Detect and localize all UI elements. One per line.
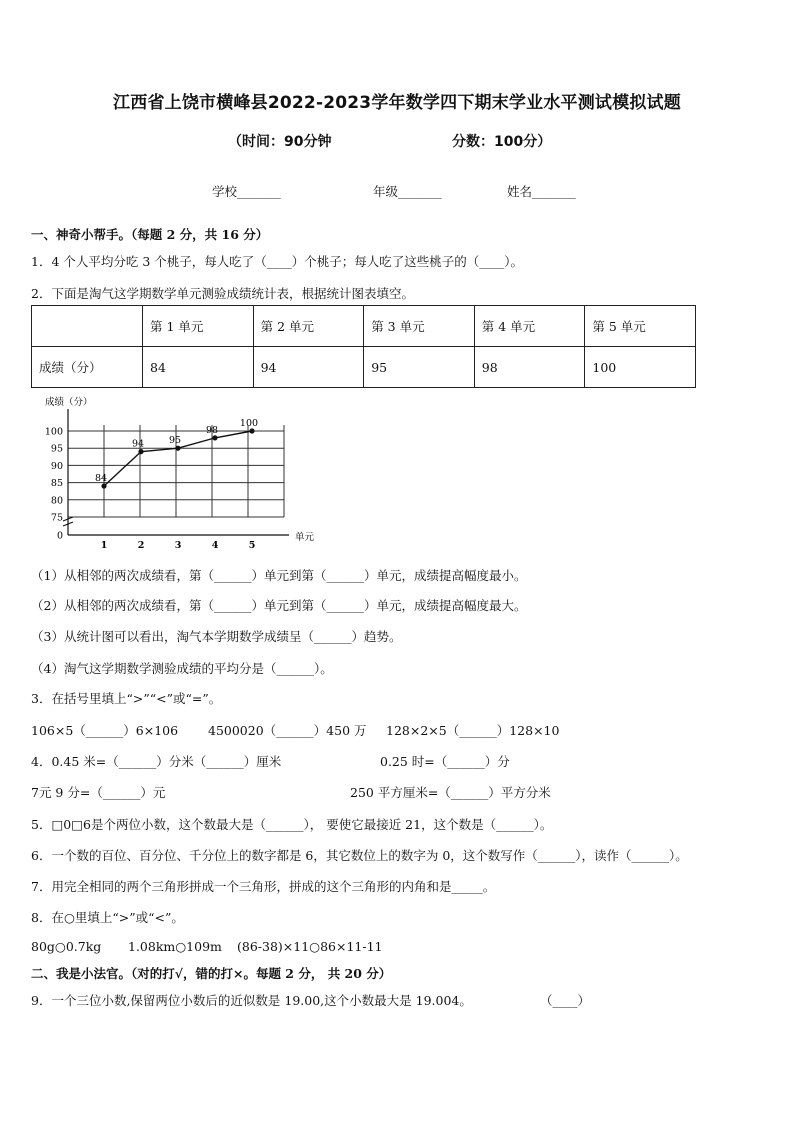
- table-header-cell: 第 1 单元: [143, 306, 254, 347]
- section-1-heading: 一、神奇小帮手。（每题 2 分，共 16 分）: [31, 227, 269, 242]
- table-row: [32, 347, 696, 388]
- x-tick-label: 1: [100, 540, 108, 548]
- question-8-b: 1.08km○109m: [128, 939, 222, 954]
- question-6: 6．一个数的百位、百分位、千分位上的数字都是 6，其它数位上的数字为 0，这个数写作（______），读作（______）。: [31, 848, 688, 863]
- question-8-c: (86-38)×11○86×11-11: [237, 939, 383, 954]
- y-tick-label: 85: [50, 478, 63, 490]
- data-label: 84: [94, 473, 108, 485]
- question-2-4: （4）淘气这学期数学测验成绩的平均分是（______）。: [31, 661, 333, 676]
- exam-score: 分数：100分）: [452, 134, 552, 150]
- question-4-b: 0.25 时=（______）分: [380, 754, 510, 769]
- data-point: [138, 449, 143, 454]
- table-cell: 98: [474, 347, 585, 388]
- x-tick-label: 4: [211, 540, 219, 548]
- table-header-cell: 第 4 单元: [474, 306, 585, 347]
- table-row-label: 成绩（分）: [32, 347, 143, 388]
- table-cell: 100: [585, 347, 696, 388]
- question-3: 3．在括号里填上“>”“<”或“=”。: [31, 691, 222, 706]
- question-4-a: 4．0.45 米=（______）分米（______）厘米: [31, 754, 282, 769]
- x-tick-label: 2: [137, 540, 145, 548]
- data-label: 98: [205, 424, 219, 436]
- table-header-row: [32, 306, 696, 347]
- question-2: 2．下面是淘气这学期数学单元测验成绩统计表，根据统计图表填空。: [31, 286, 414, 301]
- question-8-a: 80g○0.7kg: [31, 939, 102, 954]
- name-field[interactable]: 姓名_______: [507, 184, 576, 199]
- exam-time: （时间：90分钟: [228, 134, 332, 150]
- data-point: [101, 483, 106, 488]
- score-table: [31, 305, 696, 388]
- question-9: 9．一个三位小数,保留两位小数后的近似数是 19.00,这个小数最大是 19.004。: [31, 993, 472, 1008]
- table-header-cell: [32, 306, 143, 347]
- data-label: 95: [168, 435, 182, 447]
- x-tick-label: 3: [174, 540, 182, 548]
- question-3-c: 128×2×5（______）128×10: [386, 723, 560, 738]
- data-label: 94: [131, 438, 145, 450]
- y-tick-label: 0: [56, 530, 63, 542]
- school-field[interactable]: 学校_______: [212, 184, 281, 199]
- x-tick-label: 5: [248, 540, 256, 548]
- question-4-c: 7元 9 分=（______）元: [31, 785, 166, 800]
- question-2-2: （2）从相邻的两次成绩看，第（______）单元到第（______）单元，成绩提高幅度最大。: [31, 598, 527, 613]
- question-5: 5．□0□6是个两位小数，这个数最大是（______）， 要使它最接近 21，这个数是（______）。: [31, 817, 553, 832]
- question-3-a: 106×5（______）6×106: [31, 723, 179, 738]
- y-tick-label: 100: [44, 426, 63, 438]
- question-8: 8．在○里填上“>”或“<”。: [31, 910, 184, 925]
- table-header-cell: 第 5 单元: [585, 306, 696, 347]
- table-header-cell: 第 2 单元: [253, 306, 364, 347]
- page-title: 江西省上饶市横峰县2022-2023学年数学四下期末学业水平测试模拟试题: [113, 93, 681, 113]
- question-4-d: 250 平方厘米=（______）平方分米: [350, 785, 551, 800]
- data-label: 100: [239, 418, 259, 429]
- question-2-3: （3）从统计图可以看出，淘气本学期数学成绩呈（______）趋势。: [31, 629, 402, 644]
- y-tick-label: 75: [50, 512, 63, 524]
- question-3-b: 4500020（______）450 万: [208, 723, 367, 738]
- table-cell: 95: [364, 347, 475, 388]
- y-tick-label: 80: [50, 495, 63, 507]
- score-line-chart: [31, 393, 331, 548]
- data-point: [212, 435, 217, 440]
- y-axis-label: 成绩（分）: [45, 397, 93, 408]
- section-2-heading: 二、我是小法官。（对的打√，错的打×。每题 2 分， 共 20 分）: [31, 966, 392, 981]
- table-cell: 94: [253, 347, 364, 388]
- y-tick-label: 90: [50, 460, 63, 472]
- question-9-answer-blank[interactable]: （____）: [540, 993, 591, 1008]
- y-tick-label: 95: [50, 443, 63, 455]
- table-header-cell: 第 3 单元: [364, 306, 475, 347]
- data-point: [249, 428, 254, 433]
- question-1: 1．4 个人平均分吃 3 个桃子，每人吃了（____）个桃子；每人吃了这些桃子的（____）。: [31, 254, 524, 269]
- grade-field[interactable]: 年级_______: [373, 184, 442, 199]
- table-cell: 84: [143, 347, 254, 388]
- data-point: [175, 446, 180, 451]
- question-2-1: （1）从相邻的两次成绩看，第（______）单元到第（______）单元，成绩提高幅度最小。: [31, 568, 527, 583]
- question-7: 7．用完全相同的两个三角形拼成一个三角形，拼成的这个三角形的内角和是_____。: [31, 879, 496, 894]
- x-axis-label: 单元: [295, 532, 315, 543]
